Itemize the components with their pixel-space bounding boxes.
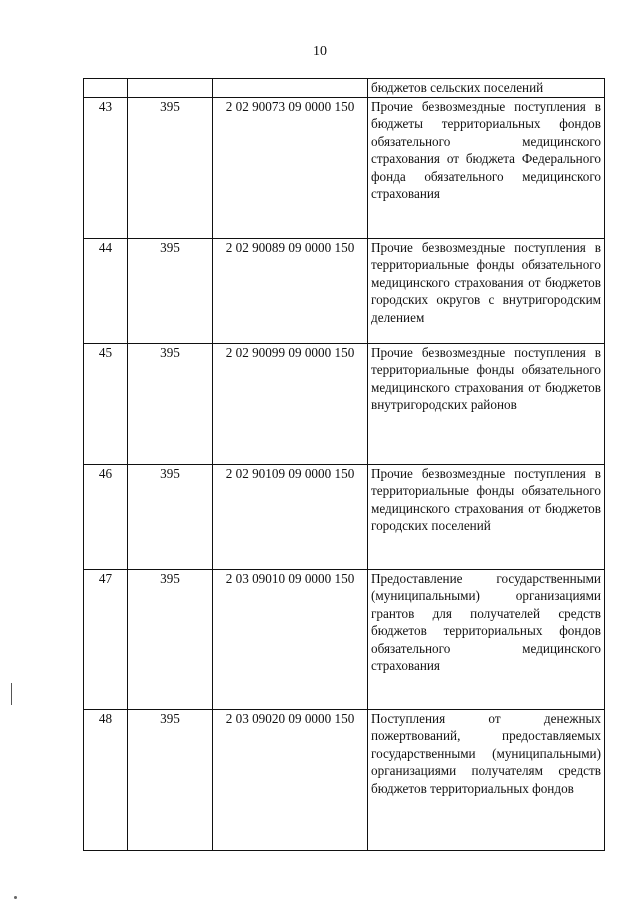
table-row — [84, 709, 605, 850]
admin-code: 395 — [128, 569, 213, 709]
admin-code: 395 — [128, 97, 213, 238]
budget-classification-code: 2 02 90099 09 0000 150 — [213, 343, 368, 464]
admin-code: 395 — [128, 709, 213, 850]
budget-classification-code: 2 02 90109 09 0000 150 — [213, 464, 368, 569]
row-number: 45 — [84, 343, 128, 464]
income-name: Предоставление государственными (муниципальными) организациями грантов для получателей средств бюджетов территориальных фондов обязательного медицинского страхования — [368, 569, 605, 709]
table-row — [84, 343, 605, 464]
income-name: Прочие безвозмездные поступления в бюджеты территориальных фондов обязательного медицинского страхования от бюджета Федерального фонда обязательного медицинского страхования — [368, 97, 605, 238]
budget-classification-code: 2 03 09010 09 0000 150 — [213, 569, 368, 709]
admin-code: 395 — [128, 343, 213, 464]
budget-classification-code: 2 02 90073 09 0000 150 — [213, 97, 368, 238]
income-name: Прочие безвозмездные поступления в территориальные фонды обязательного медицинского страхования от бюджетов внутригородских районов — [368, 343, 605, 464]
cell-admin — [128, 79, 213, 98]
table-row — [84, 569, 605, 709]
continuation-text: бюджетов сельских поселений — [368, 79, 605, 98]
table-row — [84, 464, 605, 569]
row-number: 46 — [84, 464, 128, 569]
admin-code: 395 — [128, 464, 213, 569]
row-number: 43 — [84, 97, 128, 238]
row-number: 47 — [84, 569, 128, 709]
table-row — [84, 238, 605, 343]
page-number: 10 — [313, 44, 327, 59]
income-name: Поступления от денежных пожертвований, предоставляемых государственными (муниципальными) организациями получателям средств бюджетов территориальных фондов — [368, 709, 605, 850]
cell-num — [84, 79, 128, 98]
row-number: 44 — [84, 238, 128, 343]
cell-code — [213, 79, 368, 98]
income-name: Прочие безвозмездные поступления в территориальные фонды обязательного медицинского страхования от бюджетов городских поселений — [368, 464, 605, 569]
scan-margin-mark — [11, 683, 12, 705]
table-row — [84, 97, 605, 238]
income-name: Прочие безвозмездные поступления в территориальные фонды обязательного медицинского страхования от бюджетов городских округов с внутригородским делением — [368, 238, 605, 343]
table-row-continuation — [84, 79, 605, 98]
scan-speck — [14, 896, 17, 899]
row-number: 48 — [84, 709, 128, 850]
budget-codes-table — [83, 78, 605, 851]
admin-code: 395 — [128, 238, 213, 343]
budget-classification-code: 2 03 09020 09 0000 150 — [213, 709, 368, 850]
budget-classification-code: 2 02 90089 09 0000 150 — [213, 238, 368, 343]
